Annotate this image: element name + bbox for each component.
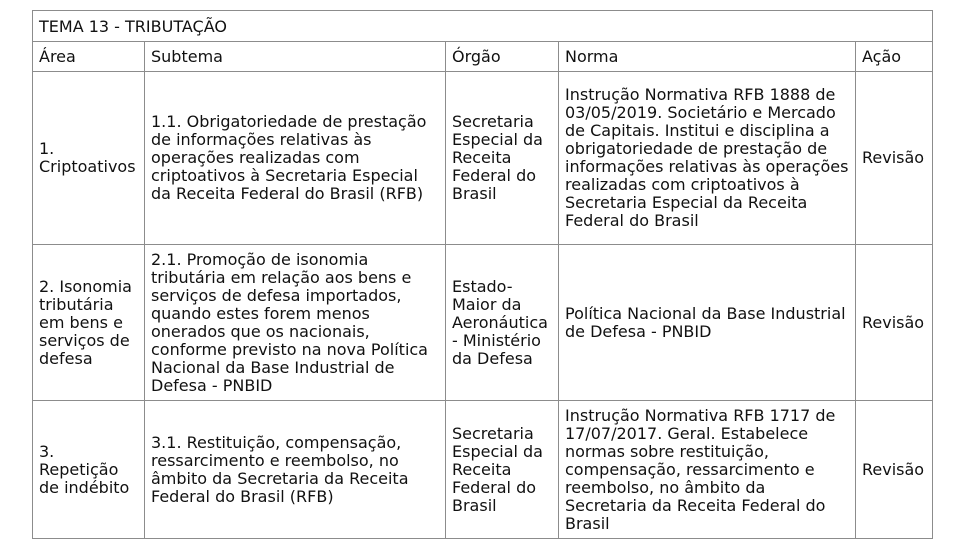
cell-orgao [446,401,559,539]
area-text: 3. Repetição de indébito [39,441,130,497]
orgao-text: Secretaria Especial da Receita Federal do Brasil [452,112,543,203]
cell-area [33,72,145,245]
topic-table [32,10,933,539]
table-row [33,245,933,401]
table-row [33,401,933,539]
column-header-area: Área [33,42,145,72]
cell-norma [559,72,856,245]
norma-text: Política Nacional da Base Industrial de Defesa - PNBID [565,303,846,341]
cell-area [33,245,145,401]
area-text: 1. Criptoativos [39,139,136,176]
cell-subtema [145,72,446,245]
cell-orgao [446,245,559,401]
subtema-text: 3.1. Restituição, compensação, ressarcimento e reembolso, no âmbito da Secretaria da Receita Federal do Brasil (RFB) [151,432,409,506]
table-header-row [33,42,933,72]
cell-area [33,401,145,539]
subtema-text: 2.1. Promoção de isonomia tributária em relação aos bens e serviços de defesa importados, quando estes forem menos onerados que os nacionais, conforme previsto na nova Política Nacional da Base Industrial de Defesa - PNBID [151,249,428,395]
column-header-subtema: Subtema [145,42,446,72]
norma-text: Instrução Normativa RFB 1888 de 03/05/2019. Societário e Mercado de Capitais. Institui e disciplina a obrigatoriedade de prestação de informações relativas às operações realizadas com criptoativos à Secretaria Especial da Receita Federal do Brasil [565,85,849,230]
cell-subtema [145,245,446,401]
subtema-text: 1.1. Obrigatoriedade de prestação de informações relativas às operações realizadas com criptoativos à Secretaria Especial da Receita Federal do Brasil (RFB) [151,112,427,203]
orgao-text: Estado-Maior da Aeronáutica - Ministério da Defesa [452,276,548,368]
area-text: 2. Isonomia tributária em bens e serviços de defesa [39,276,132,368]
norma-text: Instrução Normativa RFB 1717 de 17/07/2017. Geral. Estabelece normas sobre restituição, compensação, ressarcimento e reembolso, no âmbito da Secretaria da Receita Federal do Brasil [565,405,836,533]
table-title: TEMA 13 - TRIBUTAÇÃO [33,11,933,42]
orgao-text: Secretaria Especial da Receita Federal do Brasil [452,423,543,515]
column-header-orgao: Órgão [446,42,559,72]
acao-text: Revisão [862,312,925,332]
column-header-norma: Norma [559,42,856,72]
table-title-row [33,11,933,42]
acao-text: Revisão [862,459,925,479]
cell-acao [856,245,933,401]
cell-acao [856,72,933,245]
cell-norma [559,245,856,401]
cell-norma [559,401,856,539]
cell-subtema [145,401,446,539]
column-header-acao: Ação [856,42,933,72]
cell-orgao [446,72,559,245]
cell-acao [856,401,933,539]
table-row [33,72,933,245]
acao-text: Revisão [862,148,925,167]
